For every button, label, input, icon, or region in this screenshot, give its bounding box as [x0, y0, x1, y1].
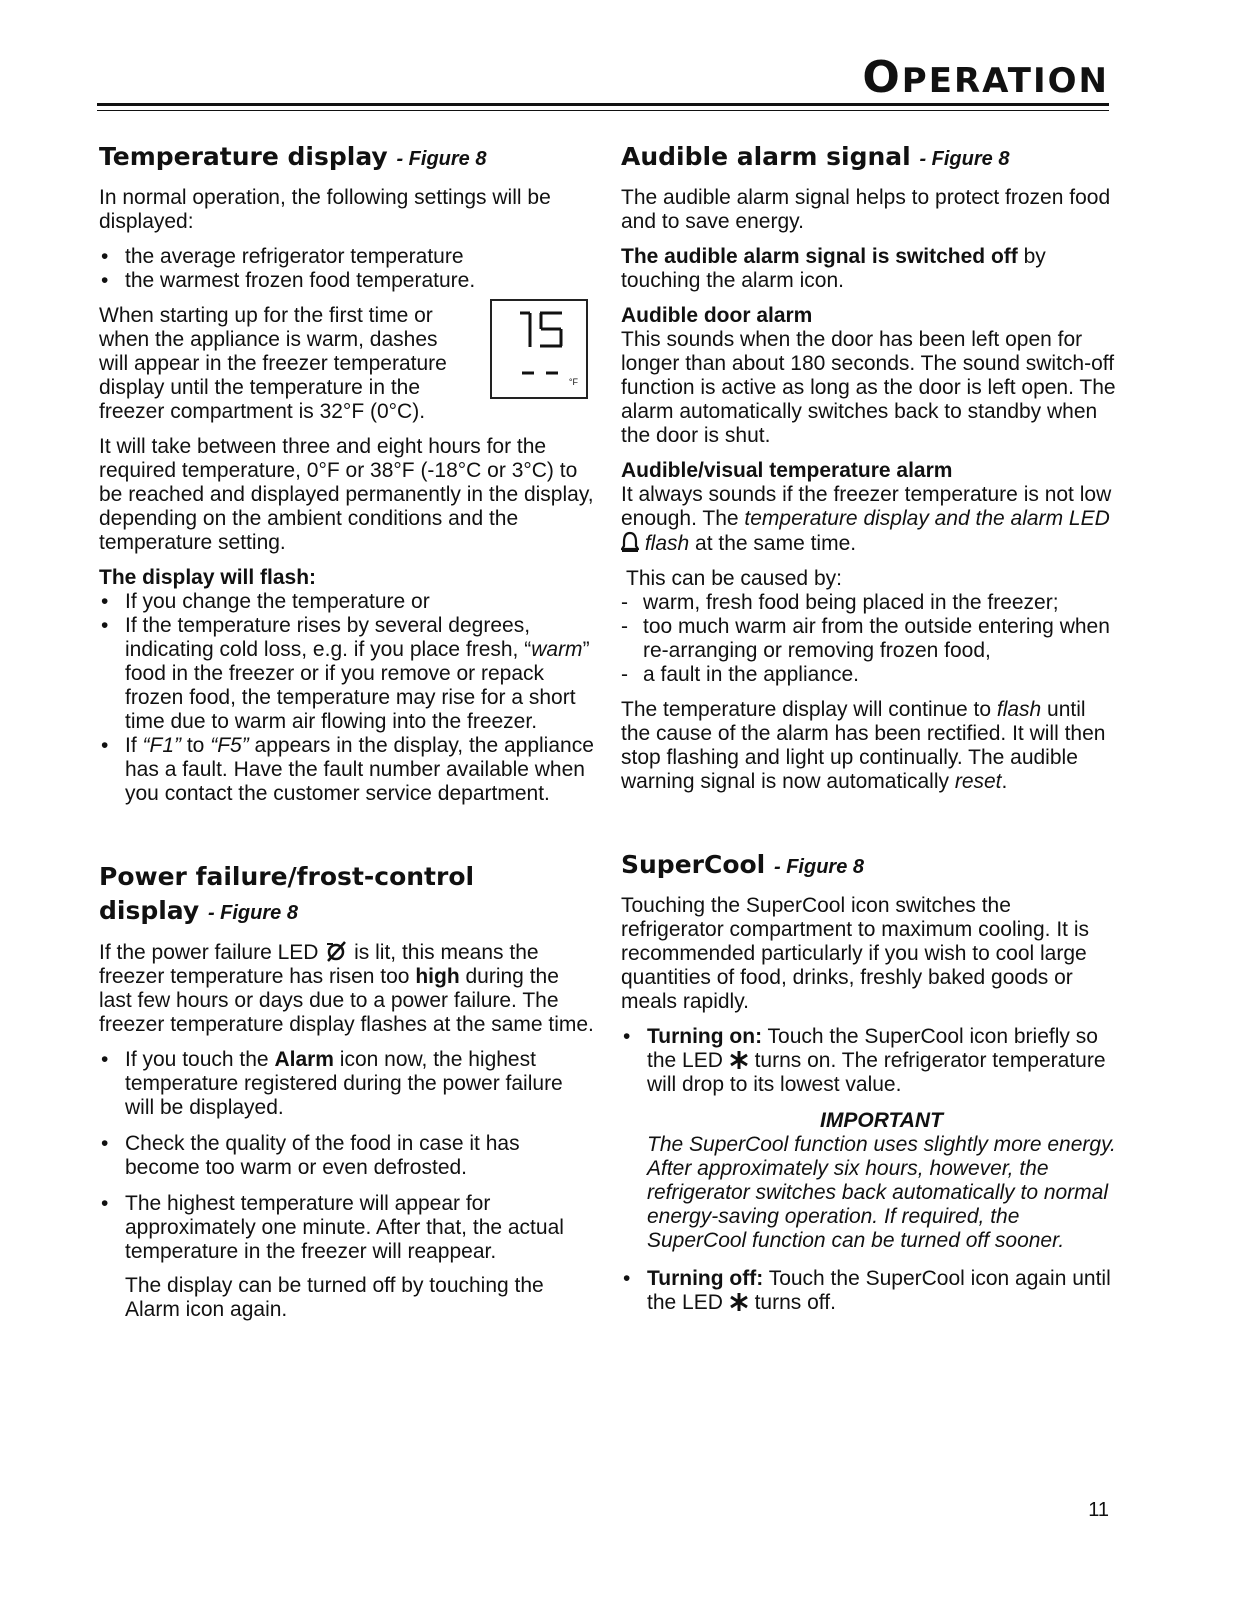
list-item: • Check the quality of the food in case it has become too warm or even defrosted.	[99, 1132, 594, 1180]
header-rule-thin	[97, 110, 1109, 111]
snowflake-icon	[729, 1050, 749, 1070]
power-failure-heading: Power failure/frost-control display - Figure 8	[99, 862, 475, 925]
temperature-display-intro: In normal operation, the following settings will be displayed:	[99, 186, 551, 233]
alarm-switched-off-text: The audible alarm signal is switched off by touching the alarm icon.	[621, 245, 1046, 292]
power-failure-text: If the power failure LED is lit, this means the freezer temperature has risen too high during the last few hours or days due to a power failure. The freezer temperature display flashes at the same time.	[99, 941, 594, 1036]
visual-alarm-heading: Audible/visual temperature alarm	[621, 459, 953, 482]
supercool-intro: Touching the SuperCool icon switches the refrigerator compartment to maximum cooling. It is recommended particularly if you wish to cool large quantities of food, drinks, freshly baked goods or meals rapidly.	[621, 894, 1089, 1013]
startup-text: When starting up for the first time or when the appliance is warm, dashes will appear in the freezer temperature display until the temperature in the freezer compartment is 32°F (0°C).	[99, 304, 447, 423]
important-text: The SuperCool function uses slightly more energy. After approximately six hours, however, the refrigerator switches back automatically to normal energy-saving operation. If required, the SuperCool function can be turned off sooner.	[647, 1133, 1116, 1252]
temperature-display-heading: Temperature display - Figure 8	[99, 142, 487, 171]
flash-list	[99, 590, 594, 806]
page-title-rest: PERATION	[901, 61, 1109, 101]
list-item: • the warmest frozen food temperature.	[99, 269, 594, 293]
list-item: • If you change the temperature or	[99, 590, 594, 614]
list-item: • If “F1” to “F5” appears in the display, the appliance has a fault. Have the fault number available when you contact the customer service department.	[99, 734, 594, 806]
figure-ref: - Figure 8	[207, 902, 298, 924]
power-failure-list	[99, 1048, 594, 1322]
figure-ref: - Figure 8	[773, 856, 864, 878]
header-rule-thick	[97, 103, 1109, 106]
list-item: - too much warm air from the outside entering when re-arranging or removing frozen food,	[621, 615, 1116, 663]
visual-alarm-text: It always sounds if the freezer temperature is not low enough. The temperature display and the alarm LED flash at the same time.	[621, 483, 1112, 555]
snowflake-icon	[729, 1292, 749, 1312]
causes-list	[621, 591, 1116, 687]
display-unit: °F	[568, 377, 578, 387]
supercool-heading: SuperCool - Figure 8	[621, 850, 864, 879]
list-item: • If you touch the Alarm icon now, the highest temperature registered during the power failure will be displayed.	[99, 1048, 594, 1120]
section-audible-alarm	[621, 140, 1116, 805]
list-item: • the average refrigerator temperature	[99, 245, 594, 269]
temperature-display-list	[99, 245, 594, 293]
page-title	[862, 50, 1109, 109]
power-failure-led-icon	[324, 940, 348, 962]
page-title-initial: O	[862, 52, 902, 103]
important-heading: IMPORTANT	[820, 1109, 943, 1132]
list-item: • The highest temperature will appear for approximately one minute. After that, the actual temperature in the freezer will reappear. The display can be turned off by touching the Alarm icon again.	[99, 1192, 594, 1322]
list-item: - warm, fresh food being placed in the freezer;	[621, 591, 1116, 615]
audible-alarm-heading: Audible alarm signal - Figure 8	[621, 142, 1010, 171]
temperature-display-figure	[490, 299, 588, 399]
supercool-list	[621, 1025, 1116, 1315]
alarm-continue-text: The temperature display will continue to flash until the cause of the alarm has been rectified. It will then stop flashing and light up continually. The audible warning signal is now automatically reset.	[621, 698, 1106, 793]
section-temperature-display	[99, 140, 594, 817]
figure-ref: - Figure 8	[396, 148, 487, 170]
hours-text: It will take between three and eight hours for the required temperature, 0°F or 38°F (-18°C or 3°C) to be reached and displayed permanently in the display, depending on the ambient conditions and the temperature setting.	[99, 435, 594, 554]
section-supercool	[621, 848, 1116, 1326]
alarm-bell-icon	[621, 531, 639, 553]
flash-heading: The display will flash:	[99, 566, 317, 589]
door-alarm-heading: Audible door alarm	[621, 304, 813, 327]
list-item: • If the temperature rises by several degrees, indicating cold loss, e.g. if you place fresh, “warm” food in the freezer or if you remove or repack frozen food, the temperature may rise for a short time due to warm air flowing into the freezer.	[99, 614, 594, 734]
figure-ref: - Figure 8	[919, 148, 1010, 170]
list-item: - a fault in the appliance.	[621, 663, 1116, 687]
audible-alarm-intro: The audible alarm signal helps to protect frozen food and to save energy.	[621, 186, 1111, 233]
list-item: • Turning on: Touch the SuperCool icon briefly so the LED turns on. The refrigerator temperature will drop to its lowest value. IMPORTANT The SuperCool function uses slightly more energy. After approximately six hours, however, the refrigerator switches back automatically to normal energy-saving operation. If required, the SuperCool function can be turned off sooner.	[621, 1025, 1116, 1253]
page-number: 11	[1088, 1499, 1109, 1521]
door-alarm-text: This sounds when the door has been left open for longer than about 180 seconds. The sound switch-off function is active as long as the door is left open. The alarm automatically switches back to standby when the door is shut.	[621, 328, 1116, 447]
list-item: • Turning off: Touch the SuperCool icon again until the LED turns off.	[621, 1267, 1116, 1315]
caused-by-text: This can be caused by:	[626, 567, 842, 590]
section-power-failure	[99, 860, 594, 1334]
